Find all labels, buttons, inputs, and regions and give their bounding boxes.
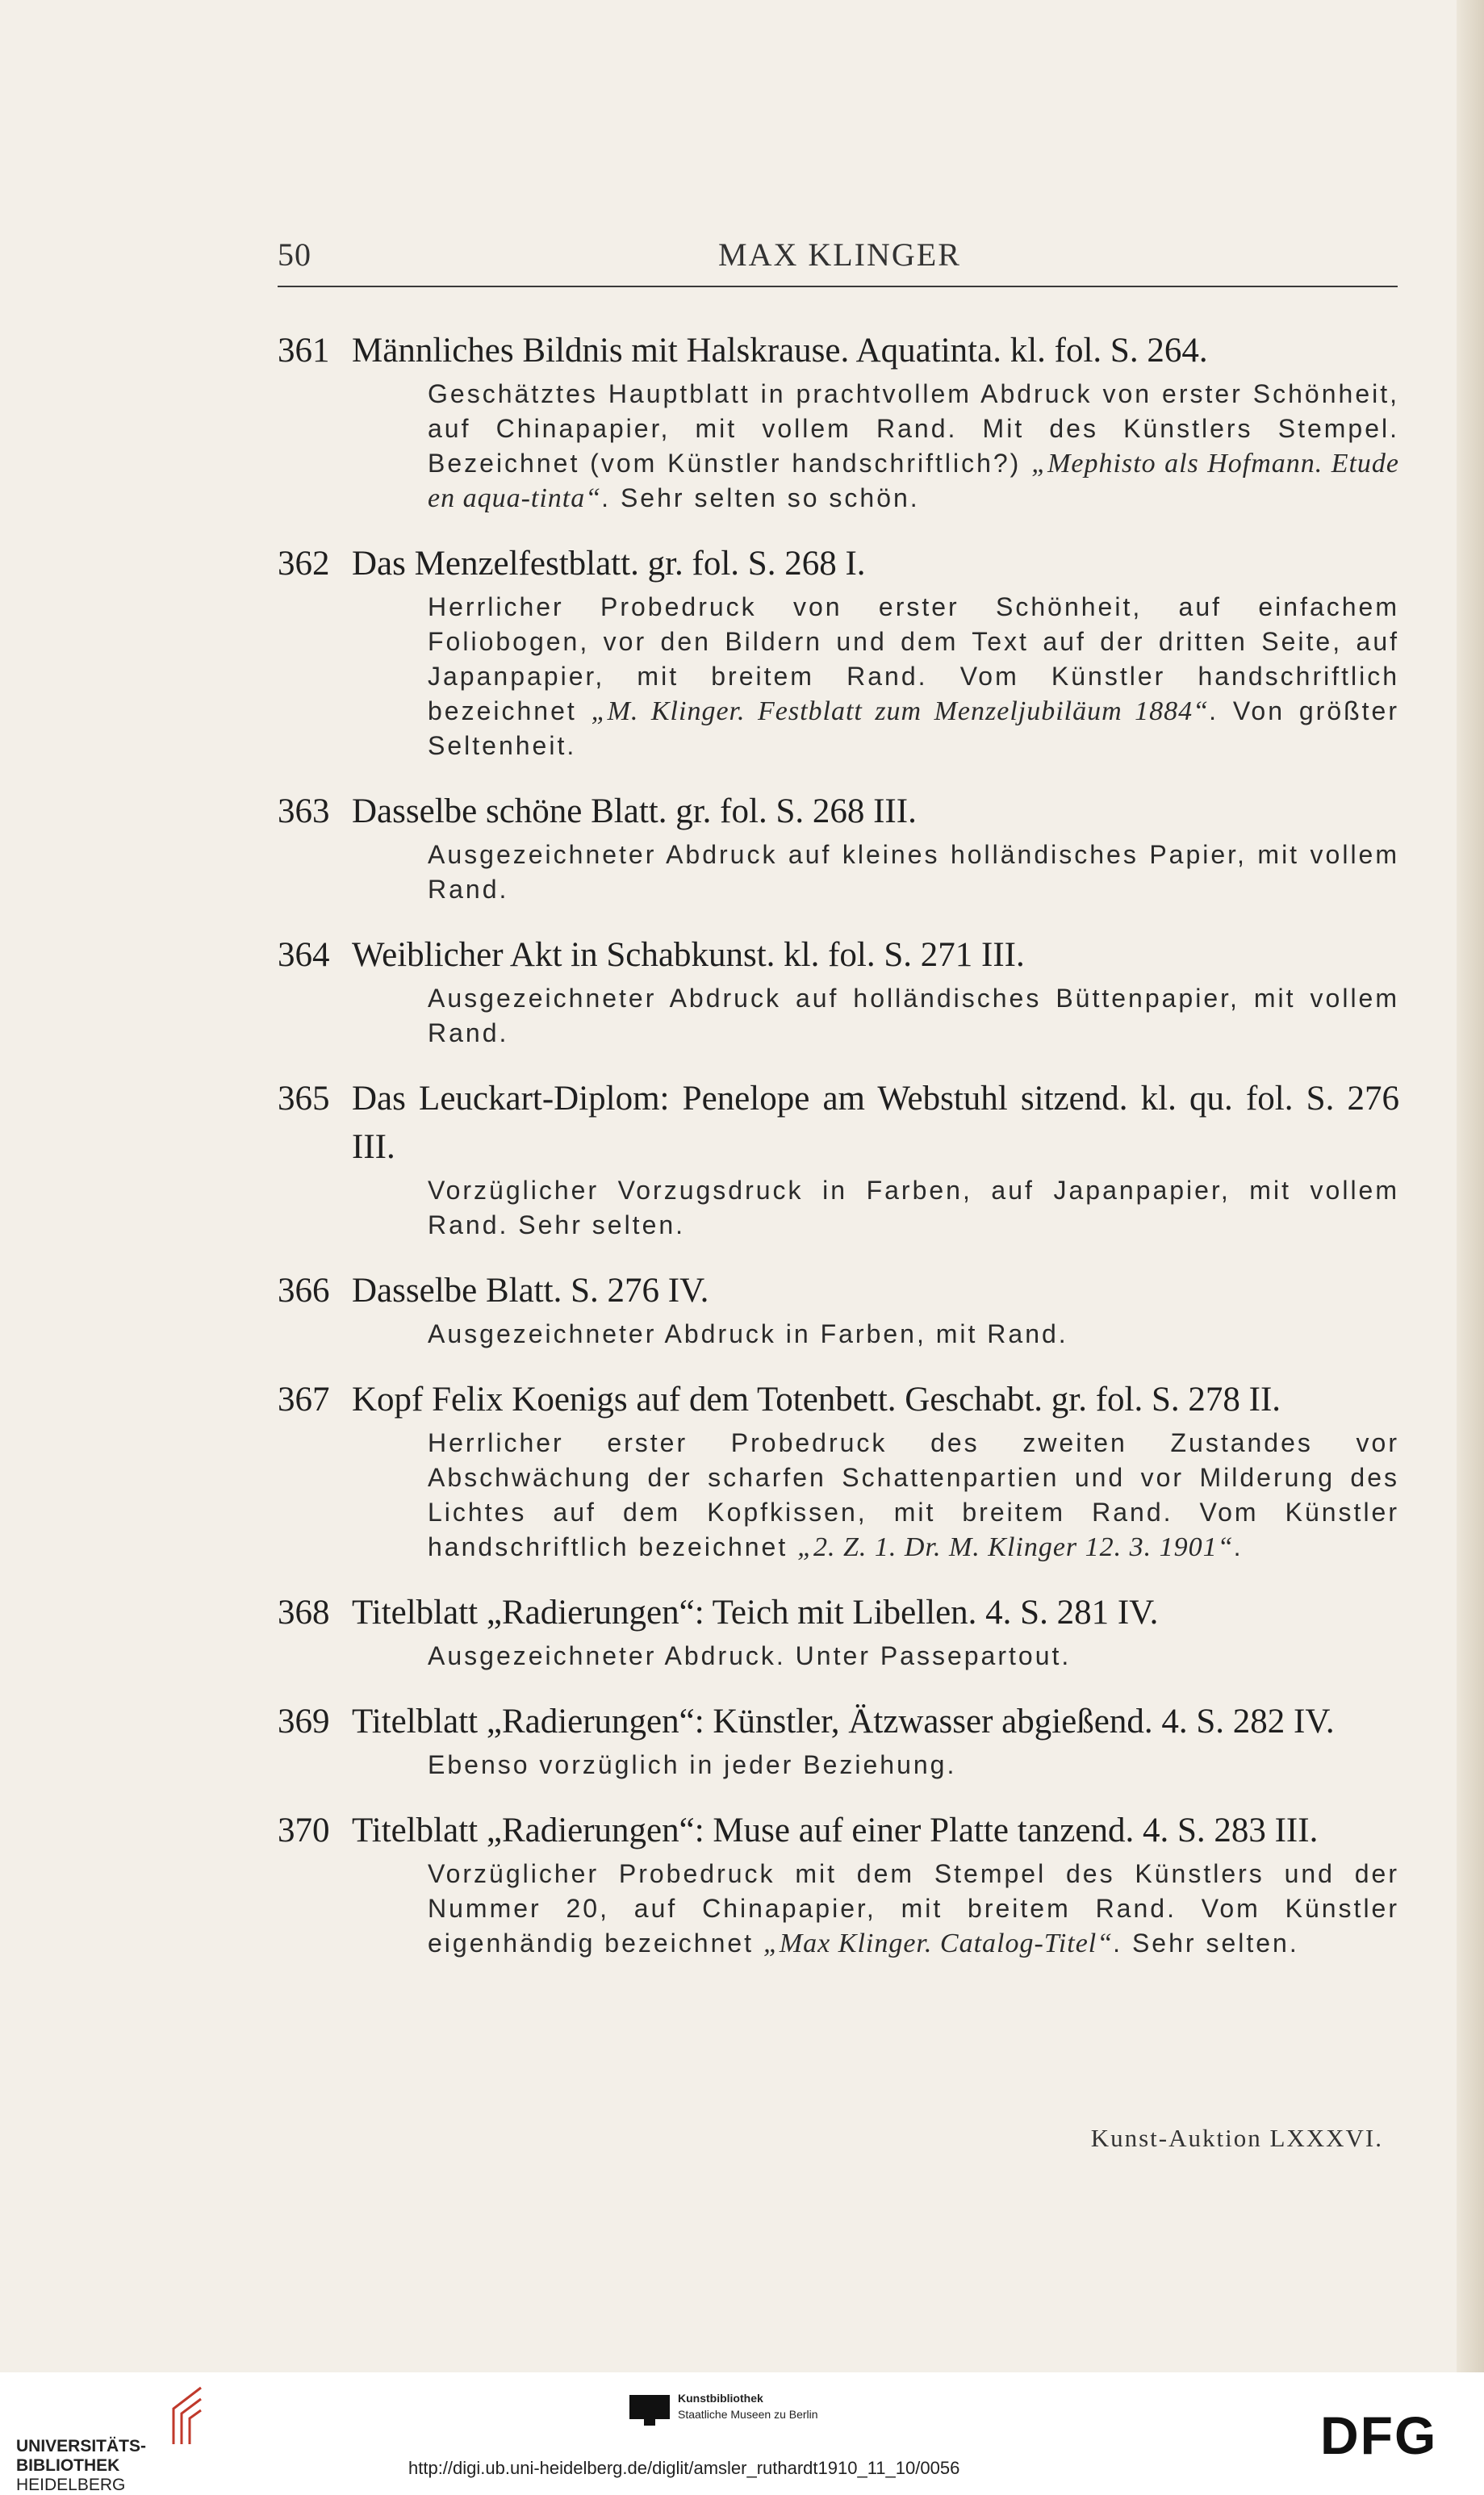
kb-line-1: Kunstbibliothek	[678, 2392, 763, 2405]
entry-title: Das Leuckart-Diplom: Penelope am Webstuhl sitzend. kl. qu. fol. S. 276 III.	[352, 1080, 1399, 1166]
entry-description	[428, 590, 1399, 763]
description-text: . Sehr selten.	[1113, 1929, 1299, 1958]
entry-heading	[278, 788, 1399, 836]
catalog-entry	[278, 788, 1399, 907]
entry-heading	[278, 1698, 1399, 1746]
description-text: Ausgezeichneter Abdruck auf kleines holländisches Papier, mit vollem Rand.	[428, 840, 1399, 904]
entry-number: 363	[278, 792, 330, 830]
university-mark-icon	[165, 2384, 204, 2449]
entry-heading	[278, 1376, 1399, 1424]
inscription-text: „Mephisto als Hofmann. Etude en aqua-tinta“	[428, 449, 1400, 513]
catalog-entry	[278, 1376, 1399, 1565]
entry-title: Titelblatt „Radierungen“: Künstler, Ätzwasser abgießend. 4. S. 282 IV.	[352, 1703, 1335, 1741]
catalog-entries	[278, 327, 1399, 1985]
catalog-entry	[278, 1589, 1399, 1674]
entry-number: 364	[278, 936, 330, 974]
entry-number: 362	[278, 545, 330, 583]
dfg-logo[interactable]: DFG	[1320, 2405, 1438, 2465]
entry-description	[428, 1748, 1399, 1782]
entry-description	[428, 377, 1399, 516]
page-edge-shadow	[1457, 0, 1484, 2372]
catalog-entry	[278, 931, 1399, 1051]
header-rule	[278, 286, 1398, 287]
description-text: Vorzüglicher Probedruck mit dem Stempel des Künstlers und der Nummer 20, auf Chinapapier, mit breitem Rand. Vom Künstler eigenhändig bezeichnet	[428, 1859, 1399, 1958]
running-title: MAX KLINGER	[718, 236, 961, 273]
description-text: Herrlicher Probedruck von erster Schönheit, auf einfachem Foliobogen, vor den Bildern und dem Text auf der dritten Seite, auf Japanpapier, mit breitem Rand. Vom Künstler handschriftlich bezeichnet	[428, 592, 1399, 725]
entry-number: 367	[278, 1381, 330, 1419]
entry-heading	[278, 1075, 1399, 1172]
entry-number: 368	[278, 1594, 330, 1632]
catalog-entry	[278, 1267, 1399, 1352]
description-text: Ausgezeichneter Abdruck auf holländisches Büttenpapier, mit vollem Rand.	[428, 984, 1399, 1047]
kunstbibliothek-text	[678, 2390, 818, 2422]
entry-description	[428, 1857, 1399, 1961]
catalog-entry	[278, 1698, 1399, 1782]
description-text: Ausgezeichneter Abdruck. Unter Passepartout.	[428, 1641, 1072, 1670]
entry-number: 369	[278, 1703, 330, 1741]
uni-logo-line-3: HEIDELBERG	[16, 2476, 126, 2494]
university-library-logo[interactable]	[16, 2437, 146, 2495]
entry-title: Titelblatt „Radierungen“: Muse auf einer Platte tanzend. 4. S. 283 III.	[352, 1812, 1319, 1849]
entry-title: Titelblatt „Radierungen“: Teich mit Libellen. 4. S. 281 IV.	[352, 1594, 1159, 1632]
entry-heading	[278, 1589, 1399, 1637]
entry-title: Männliches Bildnis mit Halskrause. Aquatinta. kl. fol. S. 264.	[352, 332, 1208, 370]
description-text: .	[1233, 1532, 1244, 1561]
inscription-text: „2. Z. 1. Dr. M. Klinger 12. 3. 1901“	[797, 1532, 1234, 1562]
entry-number: 361	[278, 332, 330, 370]
entry-description	[428, 1426, 1399, 1565]
entry-description	[428, 1639, 1399, 1674]
entry-heading	[278, 327, 1399, 375]
catalog-entry	[278, 1807, 1399, 1961]
entry-title: Dasselbe schöne Blatt. gr. fol. S. 268 III.	[352, 792, 917, 830]
entry-description	[428, 1173, 1399, 1243]
description-text: . Von größter Seltenheit.	[428, 696, 1400, 760]
catalog-entry	[278, 327, 1399, 516]
auction-footer: Kunst-Auktion LXXXVI.	[1090, 2124, 1383, 2152]
entry-title: Das Menzelfestblatt. gr. fol. S. 268 I.	[352, 545, 866, 583]
description-text: Ebenso vorzüglich in jeder Beziehung.	[428, 1750, 957, 1779]
entry-number: 370	[278, 1812, 330, 1849]
entry-title: Kopf Felix Koenigs auf dem Totenbett. Geschabt. gr. fol. S. 278 II.	[352, 1381, 1281, 1419]
description-text: Geschätztes Hauptblatt in prachtvollem Abdruck von erster Schönheit, auf Chinapapier, mit vollem Rand. Mit des Künstlers Stempel. Bezeichnet (vom Künstler handschriftlich?)	[428, 379, 1399, 478]
source-url-link[interactable]: http://digi.ub.uni-heidelberg.de/diglit/amsler_ruthardt1910_11_10/0056	[408, 2458, 960, 2478]
catalog-entry	[278, 540, 1399, 763]
entry-title: Weiblicher Akt in Schabkunst. kl. fol. S. 271 III.	[352, 936, 1025, 974]
entry-number: 365	[278, 1080, 330, 1118]
entry-title: Dasselbe Blatt. S. 276 IV.	[352, 1272, 709, 1310]
uni-logo-line-2: BIBLIOTHEK	[16, 2456, 120, 2475]
description-text: . Sehr selten so schön.	[601, 483, 920, 512]
catalog-entry	[278, 1075, 1399, 1243]
kunstbibliothek-logo-icon[interactable]	[629, 2388, 670, 2426]
entry-description	[428, 838, 1399, 907]
entry-heading	[278, 1807, 1399, 1855]
entry-description	[428, 981, 1399, 1051]
entry-heading	[278, 931, 1399, 980]
inscription-text: „M. Klinger. Festblatt zum Menzeljubiläum 1884“	[591, 696, 1210, 726]
uni-logo-line-1: UNIVERSITÄTS-	[16, 2437, 147, 2455]
entry-heading	[278, 540, 1399, 588]
description-text: Herrlicher erster Probedruck des zweiten Zustandes vor Abschwächung der scharfen Schattenpartien und vor Milderung des Lichtes auf dem Kopfkissen, mit breitem Rand. Vom Künstler handschriftlich bezeichnet	[428, 1428, 1399, 1561]
description-text: Vorzüglicher Vorzugsdruck in Farben, auf Japanpapier, mit vollem Rand. Sehr selten.	[428, 1176, 1399, 1239]
entry-description	[428, 1317, 1399, 1352]
entry-heading	[278, 1267, 1399, 1315]
page-number: 50	[278, 236, 311, 273]
kb-line-2: Staatliche Museen zu Berlin	[678, 2408, 818, 2421]
description-text: Ausgezeichneter Abdruck in Farben, mit Rand.	[428, 1319, 1068, 1348]
inscription-text: „Max Klinger. Catalog-Titel“	[763, 1929, 1114, 1958]
entry-number: 366	[278, 1272, 330, 1310]
